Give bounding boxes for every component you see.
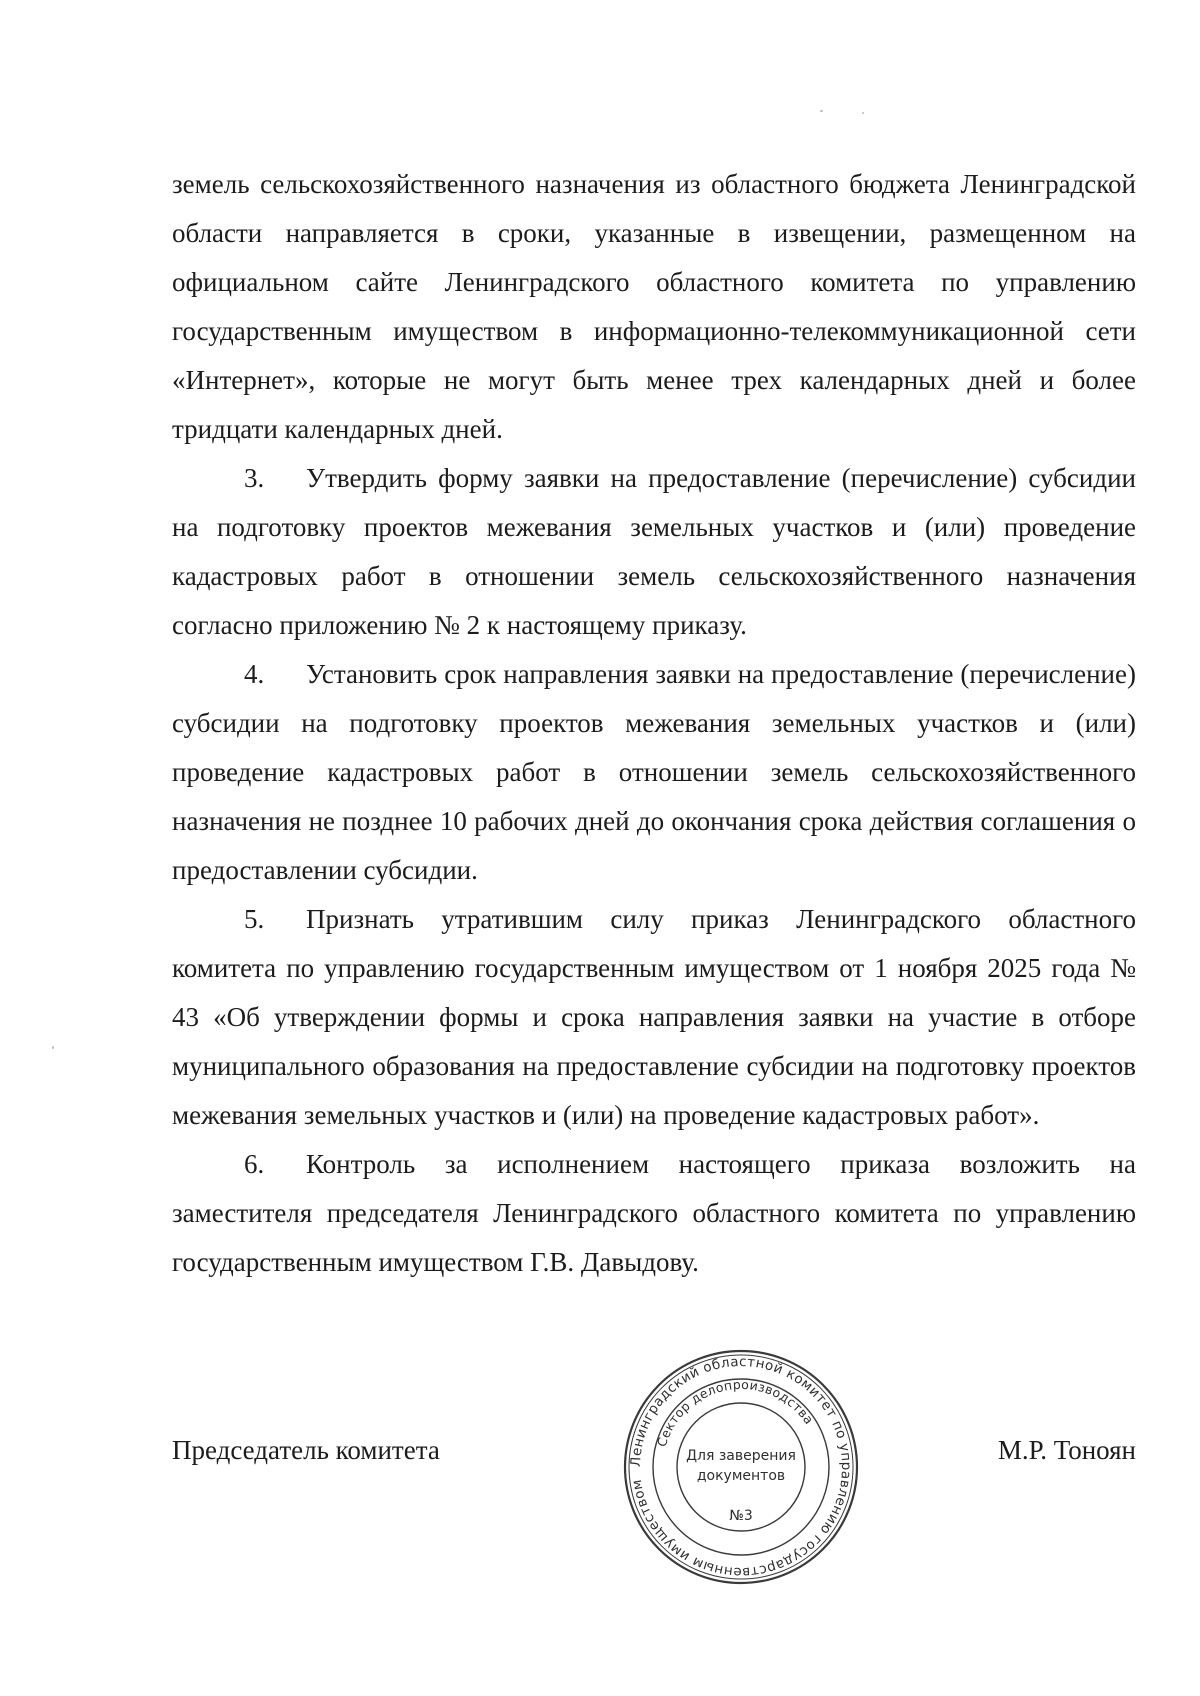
stamp-outer-text: Ленинградский областной комитет по управлению государственным имуществом [627, 1353, 855, 1581]
paragraph-text: Утвердить форму заявки на предоставление (перечисление) субсидии на подготовку проектов межевания земельных участков и (или) проведение кадастровых работ в отношении земель сельскохозяйственного назначения согласно приложению № 2 к настоящему приказу. [172, 463, 1136, 640]
document-body [172, 160, 1136, 1287]
paragraph-text: Установить срок направления заявки на предоставление (перечисление) субсидии на подготовку проектов межевания земельных участков и (или) проведение кадастровых работ в отношении земель сельскохозяйственного назначения не позднее 10 рабочих дней до окончания срока действия соглашения о предоставлении субсидии. [172, 659, 1136, 885]
paragraph-number: 4. [244, 659, 265, 689]
paragraph-number: 6. [244, 1149, 265, 1179]
stamp-center-line1: Для заверения [686, 1448, 796, 1464]
scan-speck [820, 110, 823, 112]
paragraph-number: 3. [244, 463, 265, 493]
paragraph-text: Признать утратившим силу приказ Ленинградского областного комитета по управлению государственным имуществом от 1 ноября 2025 года № 43 «Об утверждении формы и срока направления заявки на участие в отборе муниципального образования на предоставление субсидии на подготовку проектов межевания земельных участков и (или) на проведение кадастровых работ». [172, 904, 1136, 1130]
signatory-name: М.Р. Тоноян [997, 1435, 1136, 1465]
paragraph-text: Контроль за исполнением настоящего приказа возложить на заместителя председателя Ленинградского областного комитета по управлению государственным имуществом Г.В. Давыдову. [172, 1149, 1136, 1277]
stamp-inner-text: Сектор делопроизводства [653, 1376, 817, 1449]
paragraph-5 [172, 895, 1136, 1140]
official-stamp [622, 1348, 860, 1586]
intro-paragraph: земель сельскохозяйственного назначения из областного бюджета Ленинградской области направляется в сроки, указанные в извещении, размещенном на официальном сайте Ленинградского областного комитета по управлению государственным имуществом в информационно-телекоммуникационной сети «Интернет», которые не могут быть менее трех календарных дней и более тридцати календарных дней. [172, 169, 1136, 444]
signatory-position: Председатель комитета [172, 1435, 440, 1465]
paragraph-4 [172, 650, 1136, 895]
stamp-number: №3 [729, 1508, 753, 1524]
scan-speck [52, 1046, 54, 1049]
paragraph-3 [172, 454, 1136, 650]
scan-speck [862, 112, 864, 114]
paragraph-6 [172, 1140, 1136, 1287]
stamp-center-line2: документов [696, 1468, 786, 1484]
paragraph-number: 5. [244, 904, 265, 934]
